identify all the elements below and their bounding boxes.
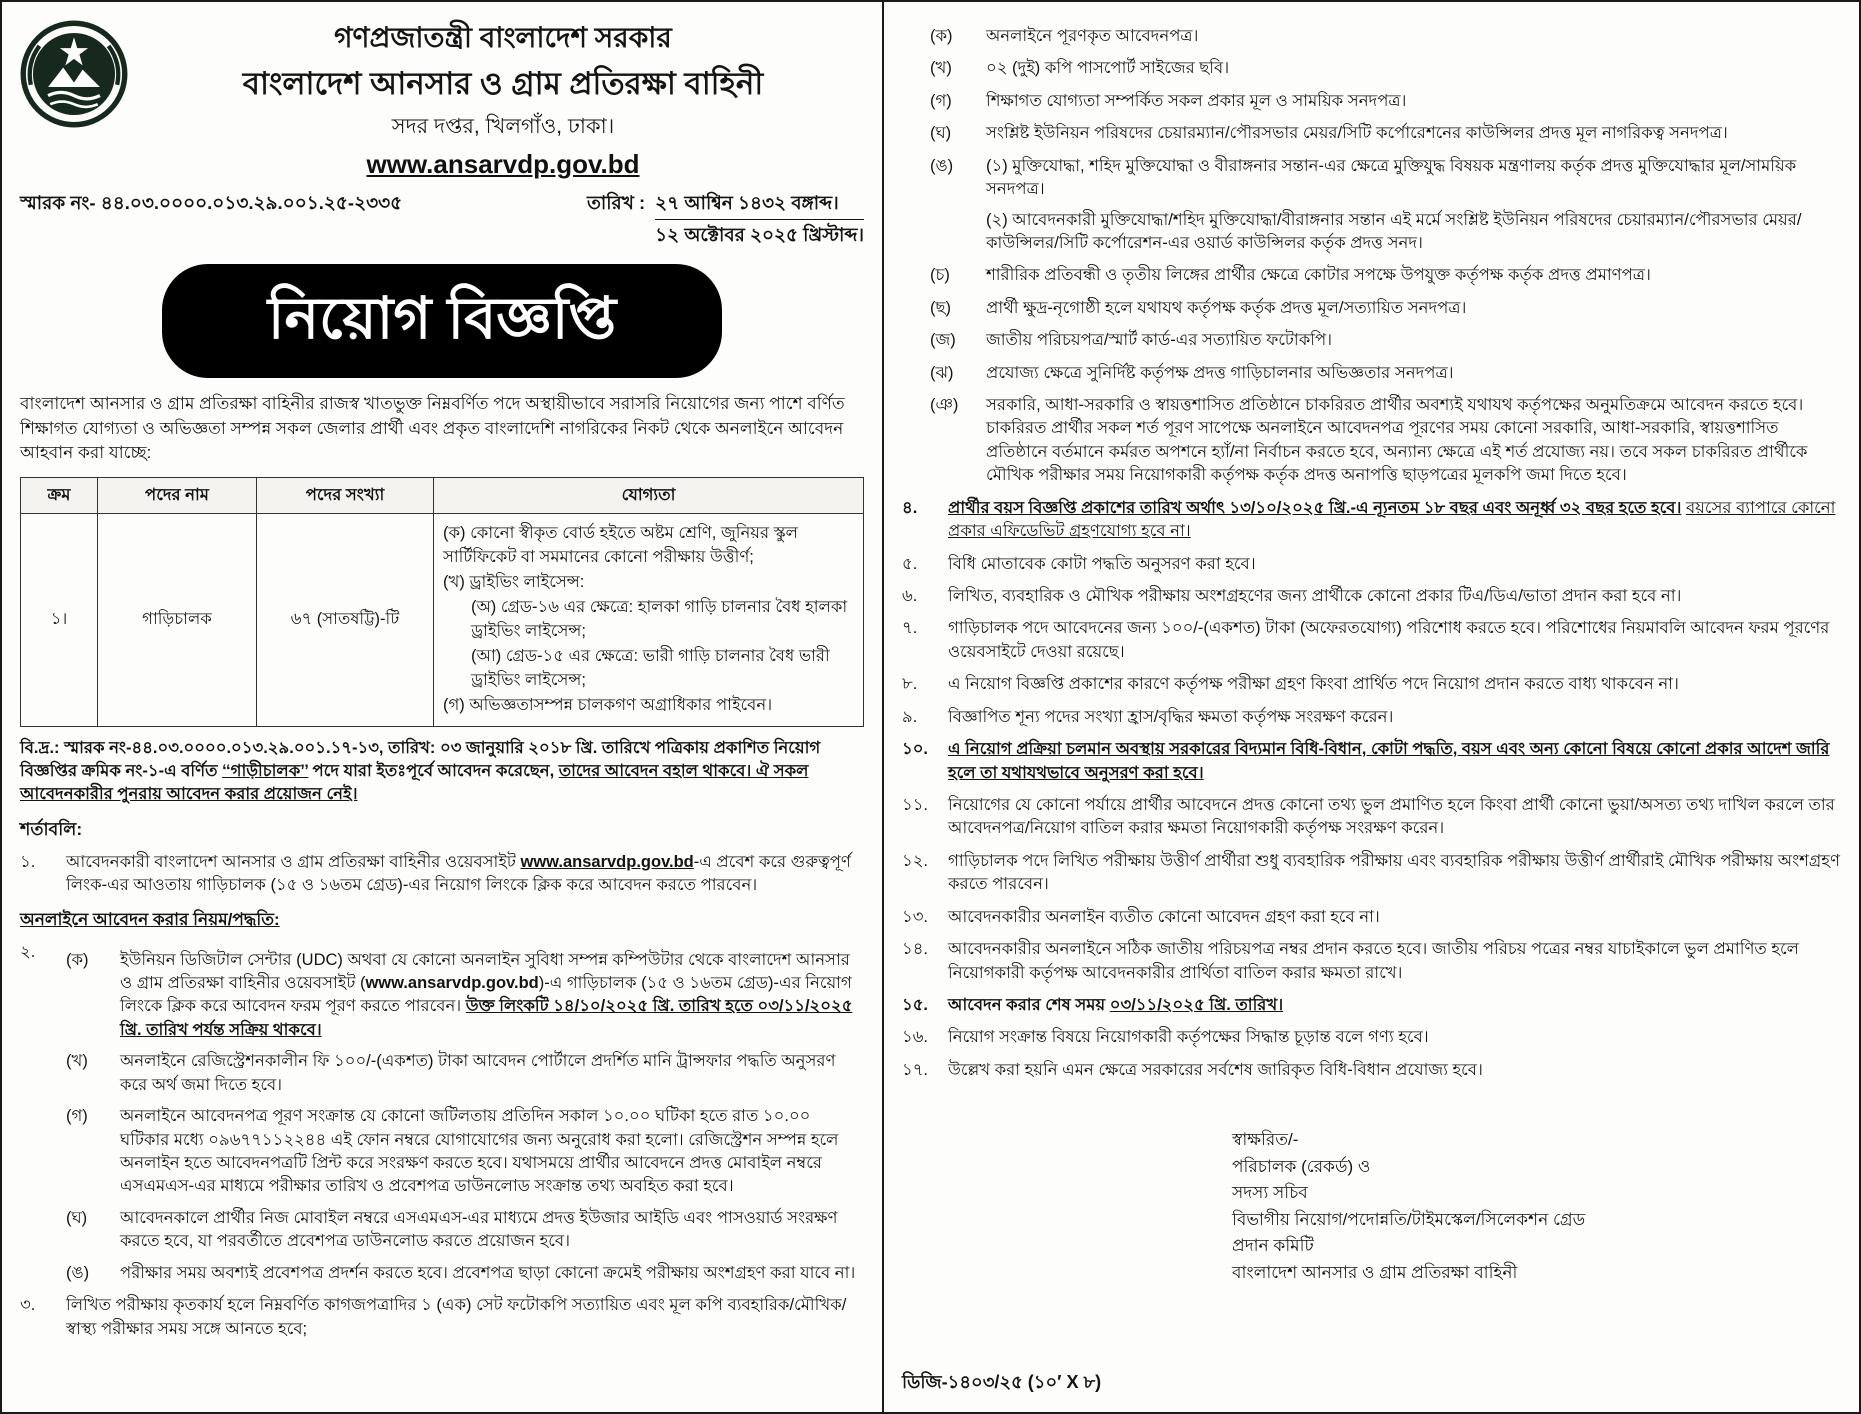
list-item-text (986, 155, 1841, 202)
text-segment: ০৩/১১/২০২৫ খ্রি. তারিখ। (1109, 995, 1284, 1014)
qualification-line: (আ) গ্রেড-১৫ এর ক্ষেত্রে: ভারী গাড়ি চালনার বৈধ ভারী ড্রাইভিং লাইসেন্স; (471, 647, 830, 689)
list-item-text (948, 906, 1841, 929)
list-item-number: ৮. (902, 675, 918, 694)
list-item-text (948, 1026, 1841, 1049)
text-segment: উল্লেখ করা হয়নি এমন ক্ষেত্রে সরকারের সর্বশেষ জারিকৃত বিধি-বিধান প্রযোজ্য হবে। (948, 1060, 1483, 1079)
list-item-text (986, 209, 1841, 256)
list-item (930, 329, 1841, 352)
text-segment: )-এ গাড়িচালক (১৫ ও ১৬তম গ্রেড)-এর নিয়োগ লিংকে ক্লিক করে আবেদন ফরম পূরণ করতে পারবেন। (120, 974, 852, 1016)
right-column (884, 2, 1859, 1412)
signature-line: স্বাক্ষরিত/- (1232, 1130, 1299, 1150)
text-segment: গাড়িচালক পদে লিখিত পরীক্ষায় উত্তীর্ণ প্রার্থীরা শুধু ব্যবহারিক পরীক্ষায় এবং ব্যবহারিক পরীক্ষায় উত্তীর্ণ প্রার্থীরাই মৌখিক পরীক্ষায় অংশগ্রহণ করতে পারবেন। (948, 851, 1840, 894)
list-item-number: (ক) (66, 950, 89, 969)
left-column (2, 2, 884, 1412)
list-item-body (120, 1207, 864, 1254)
list-item (902, 585, 1841, 608)
list-item-body (986, 90, 1841, 113)
list-item-number: ৫. (902, 554, 918, 573)
list-item-text (986, 329, 1841, 352)
list-item-text (120, 1207, 864, 1254)
list-item-text (948, 497, 1841, 544)
qualification-line: (খ) ড্রাইভিং লাইসেন্স: (443, 573, 585, 592)
list-item-number: ১১. (902, 795, 928, 814)
list-item-text (948, 794, 1841, 841)
list-item-body (948, 617, 1841, 664)
list-item-text (986, 394, 1841, 488)
list-item-number: (ঞ) (930, 396, 959, 415)
text-segment: বিজ্ঞাপিত শূন্য পদের সংখ্যা হ্রাস/বৃদ্ধির ক্ষমতা কর্তৃপক্ষ সংরক্ষণ করেন। (948, 707, 1394, 726)
list-item-text (948, 673, 1841, 696)
note-paragraph (20, 737, 864, 807)
list-item (66, 1105, 864, 1199)
list-item (20, 1294, 864, 1341)
list-item-body (986, 155, 1841, 256)
list-item-text (66, 851, 864, 898)
list-item-body (948, 706, 1841, 729)
list-item-number: (খ) (66, 1052, 88, 1071)
cell-post-name: গাড়িচালক (98, 514, 257, 726)
notice-title-box (162, 264, 722, 378)
date-gregorian: ১২ অক্টোবর ২০২৫ খ্রিস্টাব্দ। (655, 223, 864, 245)
cell-post-count: ৬৭ (সাতষট্টি)-টি (257, 514, 434, 726)
list-item (902, 497, 1841, 544)
list-item-number: (গ) (930, 91, 952, 110)
text-segment: নিয়োগ সংক্রান্ত বিষয়ে নিয়োগকারী কর্তৃপক্ষের সিদ্ধান্ত চূড়ান্ত বলে গণ্য হবে। (948, 1028, 1429, 1047)
list-item-body (948, 1059, 1841, 1082)
list-item (902, 906, 1841, 929)
list-item-number: ১৪. (902, 940, 928, 959)
list-item (902, 794, 1841, 841)
text-segment: ইউনিয়ন ডিজিটাল সেন্টার (UDC) অথবা যে কোনো অনলাইন সুবিধা সম্পন্ন কম্পিউটার থেকে বাংলাদেশ আনসার ও গ্রাম প্রতিরক্ষা বাহিনীর ওয়েবসাইট ( (120, 950, 850, 993)
list-item-text (948, 553, 1841, 576)
text-segment: অনলাইনে রেজিস্ট্রেশনকালীন ফি ১০০/-(একশত) টাকা আবেদন পোর্টালে প্রদর্শিত মানি ট্রান্সফার পদ্ধতি অনুসরণ করে অর্থ জমা দিতে হবে। (120, 1052, 836, 1094)
list-item (66, 1050, 864, 1097)
list-item-number: (ঙ) (66, 1263, 90, 1282)
list-item-text (948, 585, 1841, 608)
list-item (930, 155, 1841, 256)
date-label: তারিখ : (587, 192, 646, 214)
text-segment: -এ প্রবেশ করে গুরুত্বপূর্ণ লিংক-এর আওতায় গাড়িচালক (১৫ ও ১৬তম গ্রেড)-এর নিয়োগ লিংকে ক্লিক করে আবেদন করতে পারবেন। (66, 852, 851, 895)
list-item-text (120, 949, 864, 1043)
list-item-body (948, 938, 1841, 985)
list-item (930, 297, 1841, 320)
list-item (20, 941, 864, 1285)
text-segment: অনলাইনে আবেদনপত্র পূরণ সংক্রান্ত যে কোনো জটিলতায় প্রতিদিন সকাল ১০.০০ ঘটিকা হতে রাত ১০.০০ ঘটিকার মধ্যে ০৯৬৭৭১১২২৪৪ এই ফোন নম্বরে যোগাযোগের জন্য অনুরোধ করা হলো। রেজিস্ট্রেশন সম্পন্ন হলে অনলাইন হতে আবেদনপত্রটি প্রিন্ট করে সংরক্ষণ করতে হবে। যথাসময়ে প্রার্থীর আবেদনে প্রদত্ত মোবাইল নম্বরে এসএমএস-এর মাধ্যমে পরীক্ষার তারিখ ও প্রবেশপত্র ডাউনলোড সংক্রান্ত তথ্য অবহিত করা হবে। (120, 1107, 839, 1196)
list-item-body (66, 851, 864, 898)
text-segment: পরীক্ষার সময় অবশ্যই প্রবেশপত্র প্রদর্শন করতে হবে। প্রবেশপত্র ছাড়া কোনো ক্রমেই পরীক্ষায় অংশগ্রহণ করা যাবে না। (120, 1263, 856, 1282)
qualification-line: (গ) অভিজ্ঞতাসম্পন্ন চালকগণ অগ্রাধিকার পাইবেন। (443, 696, 773, 715)
text-segment: বি.দ্র.: (20, 738, 65, 757)
document-header (20, 16, 864, 184)
date-bengali: ২৭ আশ্বিন ১৪৩২ বঙ্গাব্দ। (655, 190, 864, 219)
list-item-number: ১৩. (902, 907, 929, 926)
list-item-text (948, 994, 1841, 1017)
list-item-text (948, 938, 1841, 985)
list-item-number: ১০. (902, 740, 929, 759)
text-segment: www.ansarvdp.gov.bd (365, 974, 539, 993)
text-segment: স্মারক নং-৪৪.০৩.০০০০.০১৩.২৯.০০১.১৭-১৩, তারিখ: ০৩ জানুয়ারি ২০১৮ খ্রি. তারিখে পত্রিকায় প্রকাশিত নিয়োগ বিজ্ঞপ্তির ক্রমিক নং-১-এ বর্ণিত (20, 738, 821, 780)
text-segment: লিখিত পরীক্ষায় কৃতকার্য হলে নিম্নবর্ণিত কাগজপত্রাদির ১ (এক) সেট ফটোকপি সত্যায়িত এবং মূল কপি ব্যবহারিক/মৌখিক/স্বাস্থ্য পরীক্ষার সময় সঙ্গে আনতে হবে; (66, 1296, 847, 1338)
list-item-body (948, 738, 1841, 785)
list-item-number: ১২. (902, 851, 929, 870)
list-item-body (948, 794, 1841, 841)
list-item-text (948, 850, 1841, 897)
text-segment: তাদের আবেদন বহাল থাকবে। ঐ সকল আবেদনকারীর পুনরায় আবেদন করার প্রয়োজন নেই। (20, 761, 809, 804)
col-header-qualification: যোগ্যতা (434, 477, 864, 513)
signature-line: বাংলাদেশ আনসার ও গ্রাম প্রতিরক্ষা বাহিনী (1232, 1262, 1518, 1282)
list-item-number: ৪. (902, 498, 918, 517)
list-item-number: (ঘ) (66, 1208, 88, 1227)
list-item-body (120, 1262, 864, 1285)
list-item-body (986, 329, 1841, 352)
list-item-body (986, 297, 1841, 320)
government-title: গণপ্রজাতন্ত্রী বাংলাদেশ সরকার (334, 22, 672, 53)
list-item-number: ৭. (902, 619, 918, 638)
col-header-count: পদের সংখ্যা (257, 477, 434, 513)
memo-dates (587, 190, 864, 248)
text-segment: পদে যারা ইতঃপূর্বে আবেদন করেছেন, (308, 761, 559, 780)
ansarvdp-emblem (20, 16, 132, 135)
terms-list-right (902, 16, 1841, 1082)
terms-heading: শর্তাবলি: (20, 818, 83, 839)
qualification-line: (ক) কোনো স্বীকৃত বোর্ড হইতে অষ্টম শ্রেণি, জুনিয়র স্কুল সার্টিফিকেট বা সমমানের কোনো পরীক্ষায় উত্তীর্ণ; (443, 524, 798, 566)
list-item (902, 1059, 1841, 1082)
text-segment: শারীরিক প্রতিবন্ধী ও তৃতীয় লিঙ্গের প্রার্থীর ক্ষেত্রে কোটার সপক্ষে উপযুক্ত কর্তৃপক্ষ কর্তৃক প্রদত্ত প্রমাণপত্র। (986, 266, 1651, 285)
list-item-body (986, 394, 1841, 488)
list-item-number: (ছ) (930, 298, 951, 317)
text-segment: (১) মুক্তিযোদ্ধা, শহিদ মুক্তিযোদ্ধা ও বীরাঙ্গনার সন্তান-এর ক্ষেত্রে মুক্তিযুদ্ধ বিষয়ক মন্ত্রণালয় কর্তৃক প্রদত্ত মুক্তিযোদ্ধার মূল/সাময়িক সনদপত্র। (986, 156, 1797, 199)
list-item (902, 738, 1841, 785)
list-item-text (986, 57, 1841, 80)
list-item-text (948, 617, 1841, 664)
list-item-body (66, 941, 864, 1285)
text-segment: আবেদনকারীর অনলাইনে সঠিক জাতীয় পরিচয়পত্র নম্বর প্রদান করতে হবে। জাতীয় পরিচয় পত্রের নম্বর যাচাইকালে ভুল প্রমাণিত হলে নিয়োগকারী কর্তৃপক্ষ আবেদনকারীর প্রার্থিতা বাতিল করার ক্ষমতা রাখে। (948, 940, 1799, 982)
text-segment: আবেদন করার শেষ সময় (948, 995, 1110, 1014)
terms-list-left (20, 851, 864, 1341)
list-item-body (120, 1105, 864, 1199)
memo-number: স্মারক নং- ৪৪.০৩.০০০০.০১৩.২৯.০০১.২৫-২৩৩৫ (20, 192, 403, 214)
list-item-text (120, 1262, 864, 1285)
list-item-text (948, 738, 1841, 785)
list-item-body (120, 949, 864, 1043)
header-text (142, 16, 864, 184)
organization-title: বাংলাদেশ আনসার ও গ্রাম প্রতিরক্ষা বাহিনী (242, 65, 764, 101)
intro-paragraph: বাংলাদেশ আনসার ও গ্রাম প্রতিরক্ষা বাহিনীর রাজস্ব খাতভুক্ত নিম্নবর্ণিত পদে অস্থায়ীভাবে সরাসরি নিয়োগের জন্য পাশে বর্ণিত শিক্ষাগত যোগ্যতা ও অভিজ্ঞতা সম্পন্ন সকল জেলার প্রার্থী এবং প্রকৃত বাংলাদেশি নাগরিকের নিকট থেকে অনলাইনে আবেদন আহবান করা যাচ্ছে: (20, 394, 845, 462)
text-segment: অনলাইনে পূরণকৃত আবেদনপত্র। (986, 27, 1199, 45)
list-item-body (986, 25, 1841, 48)
list-item (902, 850, 1841, 897)
text-segment: ‘‘গাড়ীচালক’’ (222, 761, 309, 780)
list-item (66, 1207, 864, 1254)
text-segment: অনলাইনে আবেদন করার নিয়ম/পদ্ধতি: (20, 909, 280, 929)
list-item-text (120, 1050, 864, 1097)
list-item-text (986, 25, 1841, 48)
list-item-number: (জ) (930, 331, 956, 350)
list-item (66, 949, 864, 1043)
signature-line: বিভাগীয় নিয়োগ/পদোন্নতি/টাইমস্কেল/সিলেকশন গ্রেড (1232, 1209, 1586, 1229)
list-item-text (986, 297, 1841, 320)
list-item-number: ৩. (20, 1296, 36, 1315)
date-stack (655, 190, 864, 248)
text-segment: সংশ্লিষ্ট ইউনিয়ন পরিষদের চেয়ারম্যান/পৌরসভার মেয়র/সিটি কর্পোরেশনের কাউন্সিলর প্রদত্ত মূল নাগরিকত্ব সনদপত্র। (986, 124, 1728, 143)
list-item (902, 994, 1841, 1017)
list-item-body (948, 850, 1841, 897)
text-segment: (২) আবেদনকারী মুক্তিযোদ্ধা/শহিদ মুক্তিযোদ্ধা/বীরাঙ্গনার সন্তান এই মর্মে সংশ্লিষ্ট ইউনিয়ন পরিষদের চেয়ারম্যান/পৌরসভার মেয়র/কাউন্সিলর/সিটি কর্পোরেশন-এর ওয়ার্ড কাউন্সিলর কর্তৃক প্রদত্ত সনদ। (986, 210, 1802, 252)
list-item-text (948, 706, 1841, 729)
list-item (930, 57, 1841, 80)
list-item-text (66, 1294, 864, 1341)
signature-line: পরিচালক (রেকর্ড) ও (1232, 1156, 1371, 1176)
list-item (930, 122, 1841, 145)
text-segment: প্রার্থী ক্ষুদ্র-নৃগোষ্ঠী হলে যথাযথ কর্তৃপক্ষ কর্তৃক প্রদত্ত মূল/সত্যায়িত সনদপত্র। (986, 298, 1467, 317)
website-link[interactable]: www.ansarvdp.gov.bd (366, 148, 640, 179)
list-item-text (986, 362, 1841, 385)
text-segment: শিক্ষাগত যোগ্যতা সম্পর্কিত সকল প্রকার মূল ও সাময়িক সনদপত্র। (986, 91, 1407, 110)
list-item-text (986, 264, 1841, 287)
list-item (930, 264, 1841, 287)
table-header-row (21, 477, 864, 513)
list-item-body (948, 497, 1841, 544)
text-segment: আবেদনকালে প্রার্থীর নিজ মোবাইল নম্বরে এসএমএস-এর মাধ্যমে প্রদত্ত ইউজার আইডি এবং পাসওয়ার্ড সংরক্ষণ করতে হবে, যা পরবর্তীতে প্রবেশপত্র ডাউনলোড করতে প্রয়োজন হবে। (120, 1208, 838, 1251)
list-item-body (986, 362, 1841, 385)
list-item-body (948, 585, 1841, 608)
list-item-body (66, 1294, 864, 1341)
text-segment: উক্ত লিংকটি ১৪/১০/২০২৫ খ্রি. তারিখ হতে ০৩/১১/২০২৫ খ্রি. তারিখ পর্যন্ত সক্রিয় থাকবে। (120, 997, 853, 1039)
list-item (930, 25, 1841, 48)
list-item-text (948, 1059, 1841, 1082)
text-segment: নিয়োগের যে কোনো পর্যায়ে প্রার্থীর আবেদনে প্রদত্ত কোনো তথ্য ভুল প্রমাণিত হলে কিংবা প্রার্থী কোনো ভুয়া/অসত্য তথ্য দাখিল করলে তার আবেদনপত্র/নিয়োগ বাতিল করার ক্ষমতা নিয়োগকারী কর্তৃপক্ষ সংরক্ষণ করেন। (948, 795, 1835, 838)
list-item-number: (চ) (930, 266, 950, 285)
emblem-icon (20, 20, 128, 128)
list-item-number: ১. (20, 852, 36, 871)
text-segment: বিধি মোতাবেক কোটা পদ্ধতি অনুসরণ করা হবে। (948, 554, 1256, 573)
col-header-post: পদের নাম (98, 477, 257, 513)
list-item-number: ১৫. (902, 995, 928, 1014)
list-item-text (986, 90, 1841, 113)
list-item-text (120, 1105, 864, 1199)
list-section-heading (20, 908, 864, 932)
text-segment: প্রযোজ্য ক্ষেত্রে সুনির্দিষ্ট কর্তৃপক্ষ প্রদত্ত গাড়িচালনার অভিজ্ঞতার সনদপত্র। (986, 363, 1454, 382)
cell-qualifications (434, 514, 864, 726)
list-item-body (948, 1026, 1841, 1049)
list-item (902, 938, 1841, 985)
list-item-text (986, 122, 1841, 145)
text-segment: সরকারি, আধা-সরকারি ও স্বায়ত্তশাসিত প্রতিষ্ঠানে চাকরিরত প্রার্থীর অবশ্যই যথাযথ কর্তৃপক্ষের অনুমতিক্রমে আবেদন করতে হবে। চাকরিরত প্রার্থীর সকল শর্ত পূরণ সাপেক্ষে অনলাইনে আবেদনপত্র পূরণের সময় কোনো সরকারি, আধা-সরকারি, স্বায়ত্তশাসিত প্রতিষ্ঠানে বর্তমানে কর্মরত অপশনে হ্যাঁ/না নির্বাচন করতে হবে, অন্যান্য ক্ষেত্রে এই শর্ত প্রযোজ্য নয়। তবে সকল চাকরিরত প্রার্থীকে মৌখিক পরীক্ষার সময় নিয়োগকারী কর্তৃপক্ষ কর্তৃক প্রদত্ত অনাপত্তি ছাড়পত্রের মূলকপি জমা দিতে হবে। (986, 396, 1808, 485)
list-item-number: (গ) (66, 1107, 88, 1126)
signature-line: প্রদান কমিটি (1232, 1236, 1314, 1256)
qualification-line: (অ) গ্রেড-১৬ এর ক্ষেত্রে: হালকা গাড়ি চালনার বৈধ হালকা ড্রাইভিং লাইসেন্স; (471, 598, 848, 640)
text-segment: ০২ (দুই) কপি পাসপোর্ট সাইজের ছবি। (986, 59, 1230, 78)
text-segment: গাড়িচালক পদে আবেদনের জন্য ১০০/-(একশত) টাকা (অফেরতযোগ্য) পরিশোধ করতে হবে। পরিশোধের নিয়মাবলি আবেদন ফরম পূরণের ওয়েবসাইটে দেওয়া রয়েছে। (948, 619, 1830, 661)
list-item (902, 1026, 1841, 1049)
list-item-number: (ক) (930, 27, 953, 45)
list-item-number: ২. (20, 942, 36, 961)
list-item-number: ১৬. (902, 1028, 929, 1047)
list-item (66, 1262, 864, 1285)
list-item-body (120, 1050, 864, 1097)
list-item (902, 706, 1841, 729)
list-item-body (986, 57, 1841, 80)
footer-reference-code: ডিজি-১৪০৩/২৫ (১০′ X ৮) (902, 1372, 1102, 1393)
signature-line: সদস্য সচিব (1232, 1183, 1308, 1203)
list-item (930, 362, 1841, 385)
list-item (20, 851, 864, 898)
list-item-number: (ঘ) (930, 124, 952, 143)
text-segment: www.ansarvdp.gov.bd (520, 852, 694, 871)
list-item (902, 553, 1841, 576)
text-segment: লিখিত, ব্যবহারিক ও মৌখিক পরীক্ষায় অংশগ্রহণের জন্য প্রার্থীকে কোনো প্রকার টিএ/ডিএ/ভাতা প্রদান করা হবে না। (948, 587, 1682, 606)
text-segment: এ নিয়োগ বিজ্ঞপ্তি প্রকাশের কারণে কর্তৃপক্ষ পরীক্ষা গ্রহণ কিংবা প্রার্থিত পদে নিয়োগ প্রদান করতে বাধ্য থাকবেন না। (948, 675, 1679, 694)
text-segment: প্রার্থীর বয়স বিজ্ঞপ্তি প্রকাশের তারিখ অর্থাৎ ১৩/১০/২০২৫ খ্রি.-এ ন্যূনতম ১৮ বছর এবং অনূর্ধ্ব ৩২ বছর হতে হবে। (948, 498, 1682, 517)
list-item-number: (খ) (930, 59, 952, 78)
col-header-serial: ক্রম (21, 477, 98, 513)
text-segment: আবেদনকারীর অনলাইন ব্যতীত কোনো আবেদন গ্রহণ করা হবে না। (948, 907, 1380, 926)
list-item-body (948, 673, 1841, 696)
list-item-number: ৯. (902, 707, 918, 726)
notice-title: নিয়োগ বিজ্ঞপ্তি (267, 286, 617, 352)
list-item-number: ১৭. (902, 1060, 929, 1079)
list-item-number: (ঙ) (930, 156, 954, 175)
list-item (930, 394, 1841, 488)
text-segment: এ নিয়োগ প্রক্রিয়া চলমান অবস্থায় সরকারের বিদ্যমান বিধি-বিধান, কোটা পদ্ধতি, বয়স এবং অন্য কোনো বিষয়ে কোনো প্রকার আদেশ জারি হলে তা যথাযথভাবে অনুসরণ করা হবে। (948, 740, 1830, 782)
list-item-body (948, 553, 1841, 576)
signature-block (1232, 1126, 1841, 1286)
list-item (902, 617, 1841, 664)
memo-row (20, 190, 864, 248)
text-segment: জাতীয় পরিচয়পত্র/স্মার্ট কার্ড-এর সত্যায়িত ফটোকপি। (986, 331, 1333, 350)
list-item (902, 673, 1841, 696)
cell-serial: ১। (21, 514, 98, 726)
list-item-body (986, 122, 1841, 145)
organization-address: সদর দপ্তর, খিলগাঁও, ঢাকা। (391, 114, 615, 138)
list-item-body (948, 906, 1841, 929)
list-item-number: ৬. (902, 587, 918, 606)
list-item-number: (ঝ) (930, 363, 954, 382)
list-item-body (948, 994, 1841, 1017)
list-item-body (986, 264, 1841, 287)
list-item (930, 90, 1841, 113)
table-row (21, 514, 864, 726)
text-segment: বয়সের ব্যাপারে কোনো প্রকার এফিডেভিট গ্রহণযোগ্য হবে না। (948, 498, 1836, 541)
post-table (20, 477, 864, 727)
text-segment: আবেদনকারী বাংলাদেশ আনসার ও গ্রাম প্রতিরক্ষা বাহিনীর ওয়েবসাইট (66, 852, 521, 871)
